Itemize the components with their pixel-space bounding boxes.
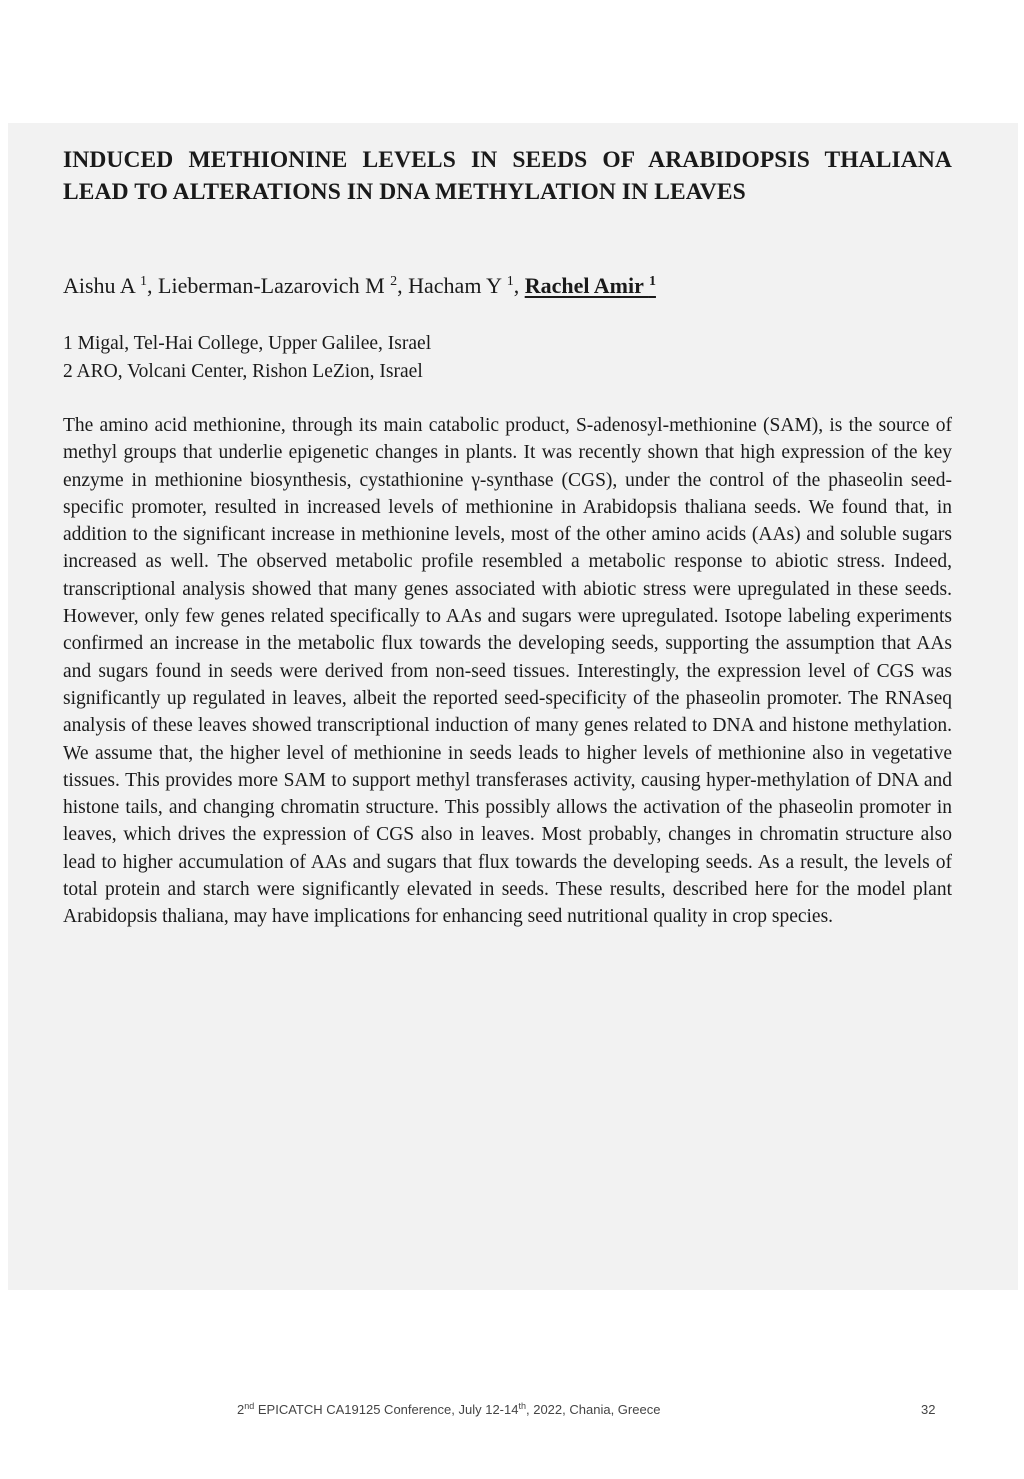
conference-edition: 2 xyxy=(237,1402,245,1417)
ordinal-suffix: nd xyxy=(244,1401,255,1411)
author-list xyxy=(63,269,952,303)
ordinal-suffix: th xyxy=(518,1401,526,1411)
author-affiliation-mark: 1 xyxy=(140,274,148,289)
conference-info xyxy=(237,1402,660,1417)
affiliation-list xyxy=(63,330,952,386)
author-separator: , xyxy=(397,273,409,298)
author-name: Hacham Y xyxy=(408,273,507,298)
page-footer xyxy=(0,1402,960,1422)
author-name: Rachel Amir xyxy=(524,273,649,298)
conference-name-dates: EPICATCH CA19125 Conference, July 12-14 xyxy=(254,1402,519,1417)
abstract-body: The amino acid methionine, through its main catabolic product, S-adenosyl-methionine (SAM), is the source of methyl groups that underlie epigenetic changes in plants. It was recently shown that high expression of the key enzyme in methionine biosynthesis, cystathionine γ-synthase (CGS), under the control of the phaseolin seed-specific promoter, resulted in increased levels of methionine in Arabidopsis thaliana seeds. We found that, in addition to the significant increase in methionine levels, most of the other amino acids (AAs) and soluble sugars increased as well. The observed metabolic profile resembled a metabolic response to abiotic stress. Indeed, transcriptional analysis showed that many genes associated with abiotic stress were upregulated in these seeds. However, only few genes related specifically to AAs and sugars were upregulated. Isotope labeling experiments confirmed an increase in the metabolic flux towards the developing seeds, supporting the assumption that AAs and sugars found in seeds were derived from non-seed tissues. Interestingly, the expression level of CGS was significantly up regulated in leaves, albeit the reported seed-specificity of the phaseolin promoter. The RNAseq analysis of these leaves showed transcriptional induction of many genes related to DNA and histone methylation. We assume that, the higher level of methionine in seeds leads to higher levels of methionine also in vegetative tissues. This provides more SAM to support methyl transferases activity, causing hyper-methylation of DNA and histone tails, and changing chromatin structure. This possibly allows the activation of the phaseolin promoter in leaves, which drives the expression of CGS also in leaves. Most probably, changes in chromatin structure also lead to higher accumulation of AAs and sugars that flux towards the developing seeds. As a result, the levels of total protein and starch were significantly elevated in seeds. These results, described here for the model plant Arabidopsis thaliana, may have implications for enhancing seed nutritional quality in crop species. xyxy=(63,415,952,928)
author-separator: , xyxy=(147,273,159,298)
conference-year-location: , 2022, Chania, Greece xyxy=(526,1402,661,1417)
author-separator: , xyxy=(513,273,525,298)
presenting-author xyxy=(525,273,656,298)
author-name: Lieberman-Lazarovich M xyxy=(158,273,391,298)
paper-title: INDUCED METHIONINE LEVELS IN SEEDS OF ARABIDOPSIS THALIANA LEAD TO ALTERATIONS IN DNA METHYLATION IN LEAVES xyxy=(63,147,952,205)
author-name: Aishu A xyxy=(63,273,141,298)
page-number: 32 xyxy=(921,1402,936,1417)
author-affiliation-mark: 2 xyxy=(390,274,398,289)
author-affiliation-mark: 1 xyxy=(506,274,514,289)
affiliation-item: 2 ARO, Volcani Center, Rishon LeZion, Israel xyxy=(63,361,423,382)
author-affiliation-mark: 1 xyxy=(648,274,656,289)
affiliation-item: 1 Migal, Tel-Hai College, Upper Galilee, Israel xyxy=(63,333,432,354)
